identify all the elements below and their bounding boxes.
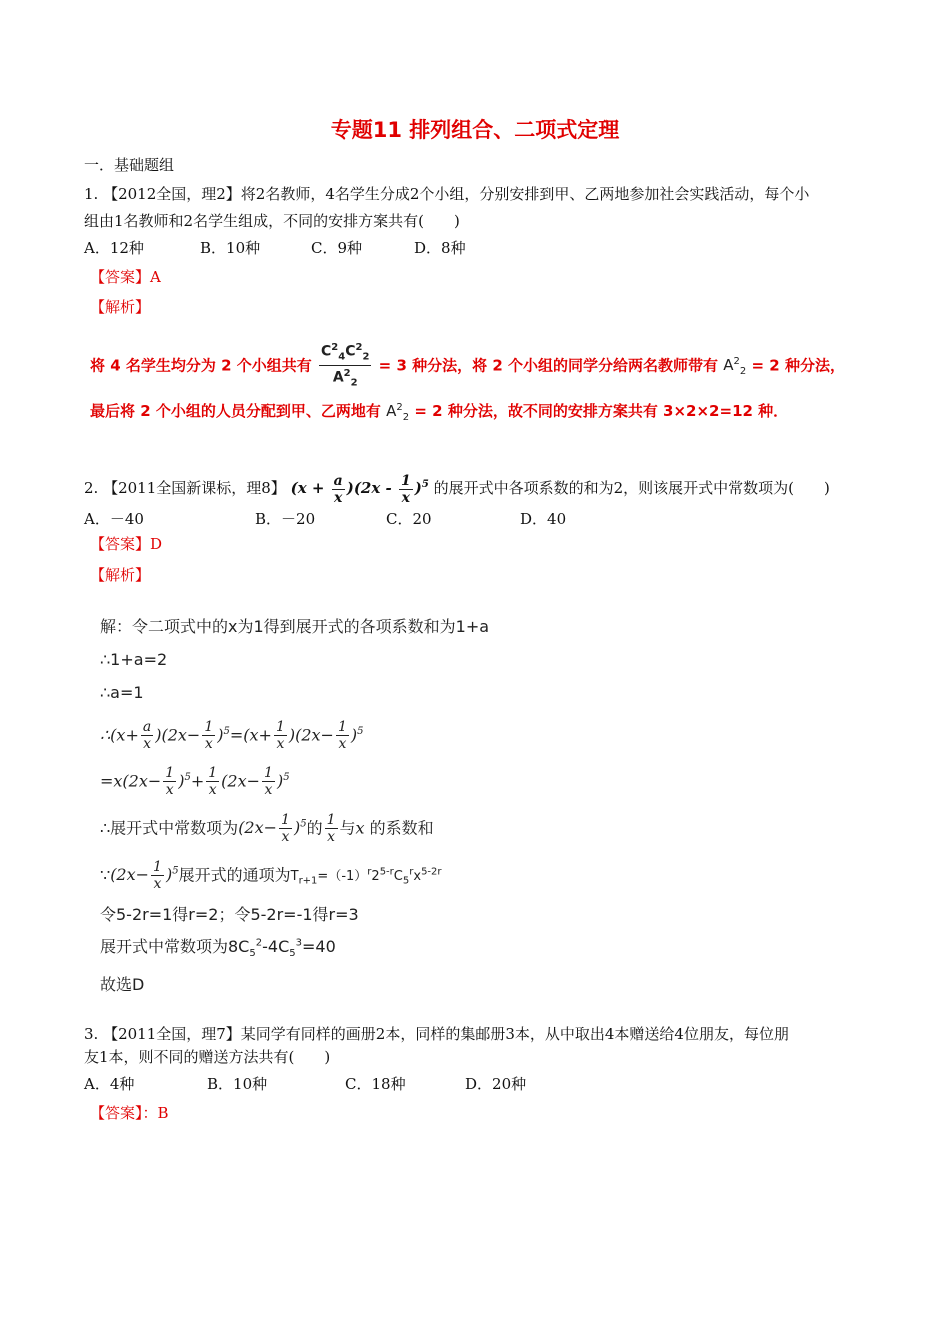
q1-analysis-line2: 最后将 2 个小组的人员分配到甲、乙两地有 $A^2_2 = 2$ 种分法，故不同的安排方案共有 3×2×2=12 种． [90,402,789,423]
q2-option-b: B．－20 [255,510,316,528]
q2-analysis-label: 【解析】 [90,566,151,584]
q3-option-d: D．20种 [465,1075,527,1093]
q1-option-d: D．8种 [414,239,466,257]
page-title: 专题11 排列组合、二项式定理 [330,118,620,142]
q2-solution-line3: ∴a=1 [100,683,144,702]
q2-solution-line6: ∴展开式中常数项为(2x− $\frac{1}{x}$ )$^5$的 $\frac{1}{x}$ 与x 的系数和 [100,812,434,846]
q2-answer: 【答案】D [90,535,163,553]
q2-solution-line4: ∴(x+ $\frac{a}{x}$ )(2x− $\frac{1}{x}$ )$^5$=(x+ $\frac{1}{x}$ )(2x− $\frac{1}{x}$ )$^5$ [100,719,364,753]
q2-stem: 2. 【2011全国新课标，理8】 (x + $\frac{a}{x}$ )(2x - $\frac{1}{x}$ )$^5$ 的展开式中各项系数的和为2，则该展开式中常数项为( ) [84,472,830,506]
q1-fraction-c42c22-over-a22: $\frac{C^2_4C^2_2}{A^2_2}$ [321,342,370,389]
q1-analysis-line1: 将 4 名学生均分为 2 个小组共有 $\frac{C^2_4C^2_2}{A^2_2}$ = 3 种分法，将 2 个小组的同学分给两名教师带有 $A^2_2 = 2$ 种分法， [90,340,845,392]
q2-option-d: D．40 [520,510,567,528]
q2-solution-line9: 展开式中常数项为$8C_5^2-4C_5^3=40$ [100,937,336,960]
q3-option-b: B．10种 [207,1075,268,1093]
section-heading: 一．基础题组 [84,156,175,174]
q2-option-c: C．20 [386,510,432,528]
q2-option-a: A．－40 [84,510,144,528]
q1-analysis-label: 【解析】 [90,298,151,316]
q1-option-a: A．12种 [84,239,144,257]
q2-solution-line2: ∴1+a=2 [100,650,168,669]
q2-solution-line10: 故选D [100,975,145,994]
q1-stem-line2: 组由1名教师和2名学生组成，不同的安排方案共有( ) [84,212,460,230]
q1-answer: 【答案】A [90,268,161,286]
q2-expression: (x + $\frac{a}{x}$ )(2x - $\frac{1}{x}$ )$^5$ [290,472,429,506]
q1-stem-line1: 1. 【2012全国，理2】将2名教师，4名学生分成2个小组，分别安排到甲、乙两地参加社会实践活动，每个小 [84,185,810,203]
q3-answer: 【答案】：B [90,1104,169,1122]
q3-option-c: C．18种 [345,1075,406,1093]
q2-solution-line5: =x(2x− $\frac{1}{x}$ )$^5$+ $\frac{1}{x}$ (2x− $\frac{1}{x}$ )$^5$ [100,765,290,799]
q3-stem-line1: 3. 【2011全国，理7】某同学有同样的画册2本，同样的集邮册3本，从中取出4本赠送给4位朋友，每位朋 [84,1025,789,1043]
q1-option-c: C．9种 [311,239,363,257]
q1-option-b: B．10种 [200,239,261,257]
q3-stem-line2: 友1本，则不同的赠送方法共有( ) [84,1048,331,1066]
q2-solution-line7: ∵(2x− $\frac{1}{x}$ )$^5$展开式的通项为$T_{r+1}=(-1)^r2^{5-r}C_5^rx^{5-2r}$ [100,859,442,893]
q2-solution-line8: 令5-2r=1得r=2；令5-2r=-1得r=3 [100,905,359,924]
q3-option-a: A．4种 [84,1075,135,1093]
q2-solution-line1: 解：令二项式中的x为1得到展开式的各项系数和为1+a [100,617,490,636]
